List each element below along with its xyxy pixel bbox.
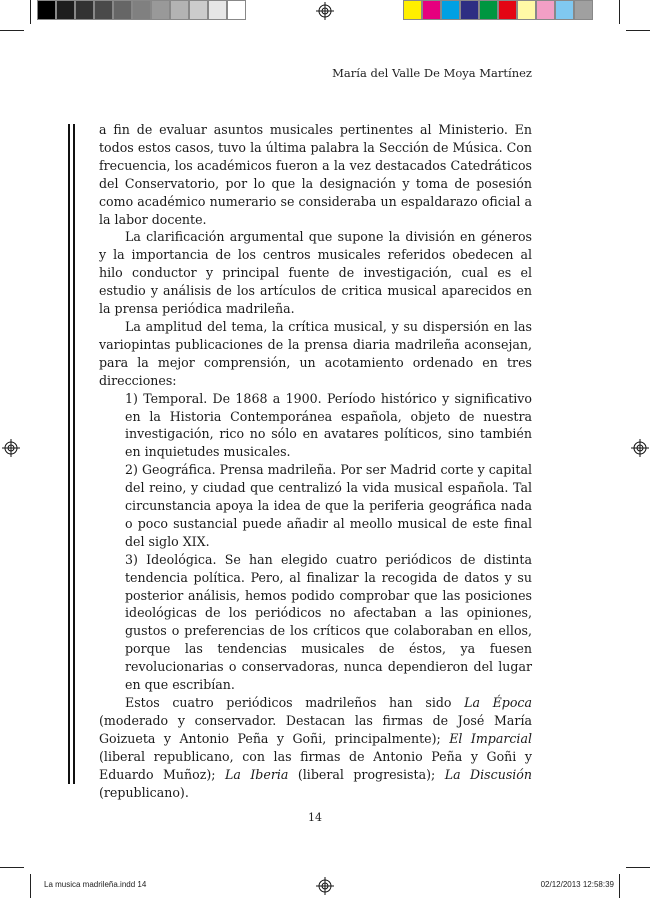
running-head: María del Valle De Moya Martínez [332, 66, 532, 80]
grayscale-swatch-9 [189, 0, 208, 20]
crop-mark-bottom-right-h [626, 867, 650, 868]
process-color-swatch-8 [536, 0, 555, 20]
paragraph-4 [99, 694, 532, 801]
grayscale-swatch-5 [113, 0, 132, 20]
process-color-swatch-5 [479, 0, 498, 20]
newspaper-title-la-iberia: La Iberia [224, 766, 289, 782]
registration-mark-top-icon [316, 2, 334, 20]
grayscale-swatch-7 [151, 0, 170, 20]
body-text [99, 121, 532, 801]
crop-mark-bottom-left-h [0, 867, 24, 868]
p4-text-e: (republicano). [99, 784, 189, 800]
grayscale-swatch-4 [94, 0, 113, 20]
grayscale-swatch-1 [37, 0, 56, 20]
paragraph-2: La clarificación argumental que supone la división en géneros y la importancia de los centros musicales referidos obedecen al hilo conductor y principal fuente de investigación, cual es el estudio y análisis de los artículos de critica musical aparecidos en la prensa periódica madrileña. [99, 229, 532, 317]
paragraph-3: La amplitud del tema, la crítica musical, y su dispersión en las variopintas publicaciones de la prensa diaria madrileña aconsejan, para la mejor comprensión, un acotamiento ordenado en tres direcciones: [99, 318, 532, 388]
grayscale-swatch-8 [170, 0, 189, 20]
process-color-swatch-4 [460, 0, 479, 20]
process-color-swatch-1 [403, 0, 422, 20]
process-color-swatch-6 [498, 0, 517, 20]
crop-mark-bottom-right-v [619, 874, 620, 898]
paragraph-1: a fin de evaluar asuntos musicales pertinentes al Ministerio. En todos estos casos, tuvo la última palabra la Sección de Música. Con frecuencia, los académicos fueron a la vez destacados Catedráticos del Conservatorio, por lo que la designación y toma de posesión como académico numerario se consideraba un espaldarazo oficial a la labor docente. [99, 122, 532, 227]
crop-mark-top-left-v [30, 0, 31, 24]
newspaper-title-el-imparcial: El Imparcial [449, 730, 532, 746]
newspaper-title-la-epoca: La Época [464, 695, 532, 710]
crop-mark-bottom-left-v [30, 874, 31, 898]
list-item-ideologica: 3) Ideológica. Se han elegido cuatro periódicos de distinta tendencia política. Pero, al finalizar la recogida de datos y su posterior análisis, hemos podido comprobar que las posiciones ideológicas de los periódicos no afectaban a las opiniones, gustos o preferencias de los críticos que colaboraban en ellos, porque las tendencias musicales de éstos, ya fuesen revolucionarias o conservadoras, nunca dependieron del lugar en que escribían. [125, 551, 532, 693]
p4-text-a: Estos cuatro periódicos madrileños han sido [125, 695, 465, 710]
registration-mark-right-icon [631, 439, 649, 457]
process-color-swatch-9 [555, 0, 574, 20]
process-color-swatch-3 [441, 0, 460, 20]
vertical-rule-inner [73, 124, 75, 784]
grayscale-swatch-6 [132, 0, 151, 20]
slug-file-name: La musica madrileña.indd 14 [44, 880, 147, 889]
slug-date: 02/12/2013 12:58:39 [540, 880, 614, 889]
process-color-swatch-7 [517, 0, 536, 20]
crop-mark-top-right-h [626, 30, 650, 31]
process-color-bar [403, 0, 593, 20]
crop-mark-top-left-h [0, 30, 24, 31]
vertical-rule-outer [68, 124, 70, 784]
grayscale-color-bar [37, 0, 246, 20]
list-item-temporal: 1) Temporal. De 1868 a 1900. Período histórico y significativo en la Historia Contemporánea española, objeto de nuestra investigación, rico no sólo en avatares políticos, sino también en inquietudes musicales. [125, 390, 532, 460]
grayscale-swatch-11 [227, 0, 246, 20]
p4-text-d: (liberal progresista); [288, 766, 445, 782]
p4-text-b: (moderado y conservador. Destacan las firmas de José María Goizueta y Antonio Peña y Goñi, principalmente); [99, 712, 532, 746]
process-color-swatch-2 [422, 0, 441, 20]
page-number: 14 [308, 811, 322, 824]
p4-text-c: (liberal republicano, con las firmas de Antonio Peña y Goñi y Eduardo Muñoz); [99, 748, 532, 782]
grayscale-swatch-2 [56, 0, 75, 20]
newspaper-title-la-discusion: La Discusión [444, 766, 532, 782]
grayscale-swatch-3 [75, 0, 94, 20]
list-item-geografica: 2) Geográfica. Prensa madrileña. Por ser Madrid corte y capital del reino, y ciudad que centralizó la vida musical española. Tal circunstancia apoya la idea de que la periferia geográfica nada o poco sustancial puede añadir al meollo musical de este final del siglo XIX. [125, 462, 532, 549]
registration-mark-bottom-icon [316, 877, 334, 895]
process-color-swatch-10 [574, 0, 593, 20]
crop-mark-top-right-v [619, 0, 620, 24]
grayscale-swatch-10 [208, 0, 227, 20]
registration-mark-left-icon [2, 439, 20, 457]
